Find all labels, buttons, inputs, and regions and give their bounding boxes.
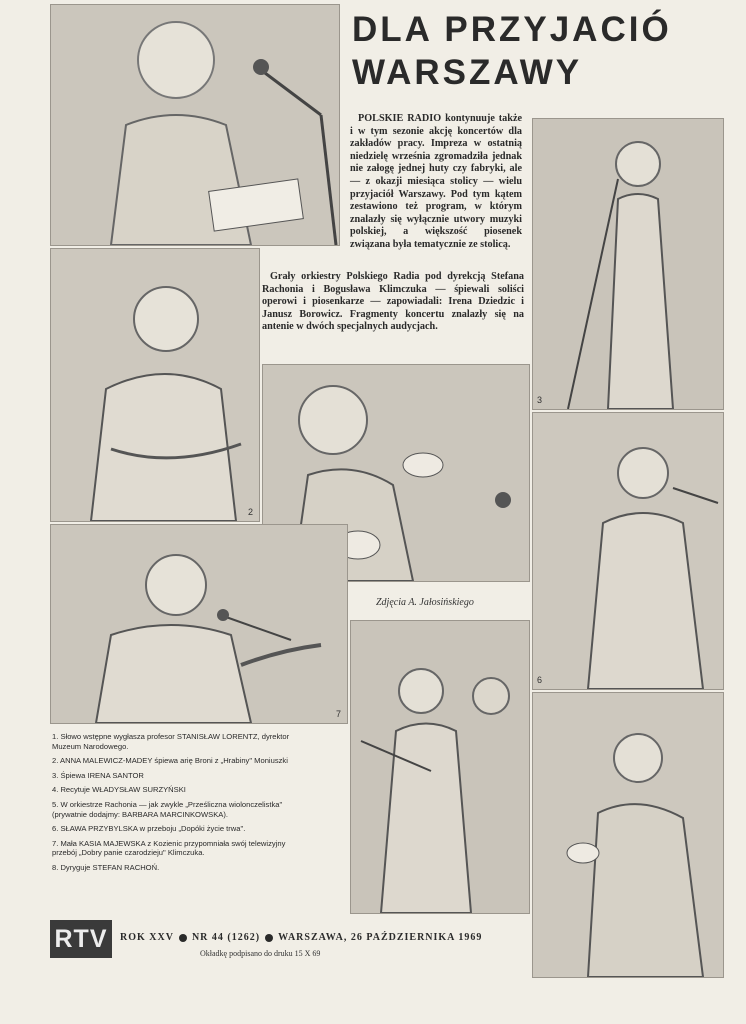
issue-place-date: WARSZAWA, 26 PAŹDZIERNIKA 1969: [278, 932, 483, 943]
photo-girl-singer-illustration: [51, 525, 347, 723]
photo-anna-malewicz-madey: [50, 248, 260, 522]
photo-number-3: 3: [537, 395, 543, 405]
caption-7: 7. Mała KASIA MAJEWSKA z Kozienic przypomniała swój telewizyjny przebój „Dobry panie czarodzieju" Klimczuka.: [52, 838, 286, 858]
photo-soprano-illustration: [51, 249, 259, 521]
bullet-icon: [179, 934, 187, 942]
photo-credit: Zdjęcia A. Jałosińskiego: [376, 597, 474, 608]
issue-volume: ROK XXV: [120, 932, 174, 943]
article-lead: POLSKIE RADIO: [358, 113, 442, 124]
photo-number-7: 7: [335, 709, 341, 719]
caption-5: 5. W orkiestrze Rachonia — jak zwykle „Prześliczna wiolonczelistka" (prywatnie dodajmy: BARBARA MARCINKOWSKA).: [52, 799, 283, 819]
caption-2: 2. ANNA MALEWICZ-MADEY śpiewa arię Broni z „Hrabiny" Moniuszki: [52, 756, 288, 766]
photo-cellist-illustration: [351, 621, 529, 913]
issue-number: NR 44 (1262): [191, 932, 261, 943]
photo-slawa-przybylska: [532, 412, 724, 690]
print-approval-note: Okładkę podpisano do druku 15 X 69: [200, 949, 321, 958]
photo-conductor-illustration: [533, 693, 723, 977]
article-paragraph-2: Grały orkiestry Polskiego Radia pod dyrekcją Stefana Rachonia i Bogusława Klimczuka — śpiewali soliści operowi i piosenkarze — zapowiadali: Irena Dziedzic i Janusz Borowicz. Fragmenty koncertu znalazły się na antenie w dwóch specjalnych audycjach.: [262, 271, 524, 333]
photo-singer-illustration: [533, 119, 723, 409]
photo-number-6: 6: [537, 675, 543, 685]
caption-3: 3. Śpiewa IRENA SANTOR: [52, 770, 144, 780]
caption-8: 8. Dyryguje STEFAN RACHOŃ.: [52, 862, 160, 872]
bullet-icon: [265, 934, 273, 942]
caption-6: 6. SŁAWA PRZYBYLSKA w przeboju „Dopóki życie trwa".: [52, 824, 246, 834]
photo-irena-santor: [532, 118, 724, 410]
article-text-continued: [262, 271, 524, 334]
rtv-logo: RTV: [50, 920, 112, 958]
footer-masthead: [50, 920, 530, 964]
photo-stefan-rachon: [532, 692, 724, 978]
photo-barbara-marcinkowska: [350, 620, 530, 914]
caption-1: 1. Słowo wstępne wygłasza profesor STANISŁAW LORENTZ, dyrektor Muzeum Narodowego.: [52, 732, 290, 751]
issue-line: [120, 932, 482, 943]
article-text: [350, 113, 522, 252]
article-paragraph-1: [350, 113, 522, 252]
photo-speaker-illustration: [51, 5, 339, 245]
photo-speaker-lorentz: [50, 4, 340, 246]
caption-4: 4. Recytuje WŁADYSŁAW SURZYŃSKI: [52, 785, 186, 795]
article-paragraph-1-text: kontynuuje także i w tym sezonie akcję koncertów dla zakładów pracy. Impreza w ostatnią niedzielę września zgromadziła jednak nie załogę jednej huty czy fabryki, ale — z okazji miesiąca stolicy — wielu przyjaciół Warszawy. Pod tym kątem zestawiono też program, w którym znalazły się wyłącznie utwory muzyki polskiej, a większość piosenek związana była tematycznie ze stolicą.: [350, 113, 522, 250]
photo-singer-2-illustration: [533, 413, 723, 689]
headline-line-2: WARSZAWY: [352, 53, 583, 92]
headline-line-1: DLA PRZYJACIÓ: [352, 10, 672, 49]
photo-captions: [52, 732, 308, 878]
headline: [352, 8, 724, 94]
photo-kasia-majewska: [50, 524, 348, 724]
photo-number-2: 2: [247, 507, 253, 517]
